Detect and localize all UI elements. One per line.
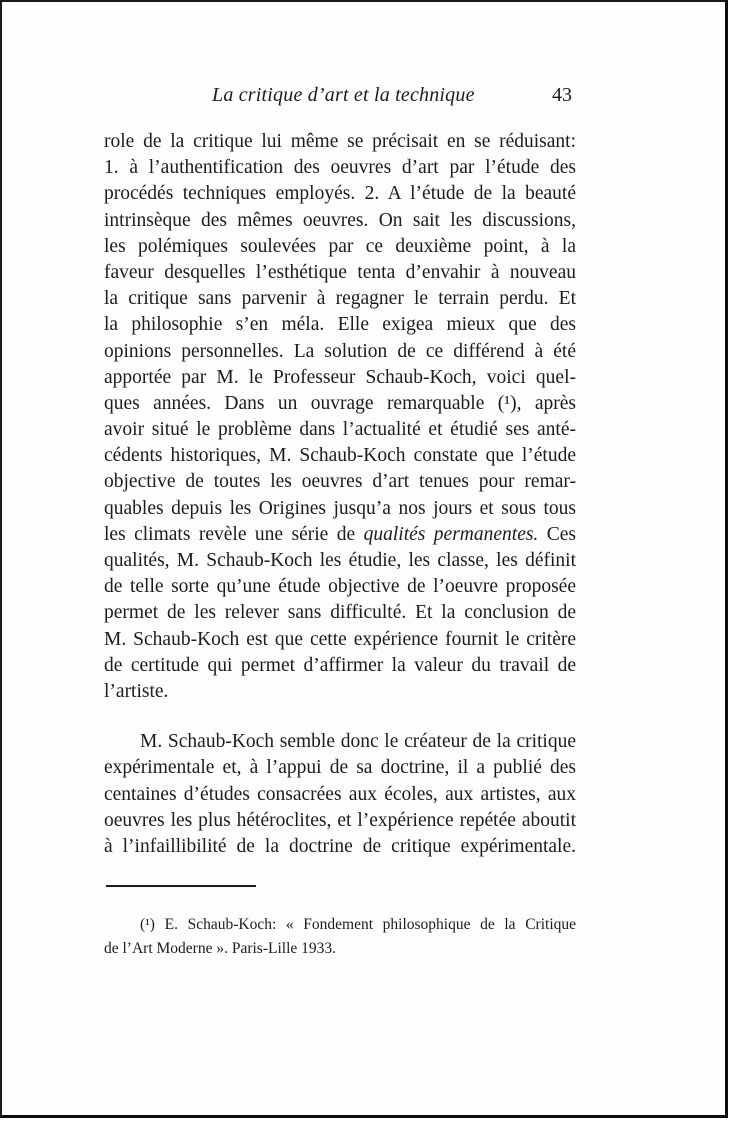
text-line: procédés techniques employés. 2. A l’étude de la beauté (104, 183, 576, 205)
text-line: faveur desquelles l’esthétique tenta d’envahir à nouveau (104, 261, 576, 283)
text-line-with-italic (104, 522, 576, 548)
text-line: apportée par M. le Professeur Schaub-Koch, voici quel- (104, 366, 576, 388)
text-segment: les climats revèle une série de (104, 523, 364, 545)
footnote-line: (¹) E. Schaub-Koch: « Fondement philosophique de la Critique (140, 916, 576, 933)
text-line: centaines d’études consacrées aux écoles, aux artistes, aux (104, 783, 576, 805)
paragraph-gap (104, 705, 576, 729)
text-line: opinions personnelles. La solution de ce différend à été (104, 340, 576, 362)
text-line: role de la critique lui même se précisait en se réduisant: (104, 131, 576, 152)
paragraph-1 (104, 129, 576, 705)
text-line: objective de toutes les oeuvres d’art tenues pour remar- (104, 471, 576, 493)
footnote-line: de l’Art Moderne ». Paris-Lille 1933. (104, 940, 337, 957)
text-line: à l’infaillibilité de la doctrine de critique expérimentale. (104, 835, 576, 857)
footnote-rule (106, 885, 256, 887)
text-line: expérimentale et, à l’appui de sa doctrine, il a publié des (104, 757, 576, 779)
paragraph-2 (104, 729, 576, 860)
italic-phrase: qualités permanentes. (363, 523, 539, 545)
text-line: 1. à l’authentification des oeuvres d’art par l’étude des (104, 157, 576, 179)
text-segment: Ces (538, 523, 576, 545)
text-line: oeuvres les plus hétéroclites, et l’expérience repétée aboutit (104, 809, 576, 831)
text-line: l’artiste. (104, 680, 169, 702)
text-line: ques années. Dans un ouvrage remarquable (¹), après (104, 392, 576, 414)
text-line: M. Schaub-Koch est que cette expérience fournit le critère (104, 628, 576, 650)
text-line: quables depuis les Origines jusqu’a nos jours et sous tous (104, 497, 576, 519)
body-text (104, 129, 576, 860)
text-line: de certitude qui permet d’affirmer la valeur du travail de (104, 654, 576, 676)
text-line: la philosophie s’en méla. Elle exigea mieux que des (104, 314, 576, 336)
text-line: de telle sorte qu’une étude objective de l’oeuvre proposée (104, 576, 576, 598)
text-line: intrinsèque des mêmes oeuvres. On sait les discussions, (104, 209, 576, 231)
text-line: qualités, M. Schaub-Koch les étudie, les classe, les définit (104, 550, 576, 571)
text-line: les polémiques soulevées par ce deuxième point, à la (104, 235, 576, 257)
text-line: la critique sans parvenir à regagner le terrain perdu. Et (104, 288, 576, 310)
page-number: 43 (552, 84, 572, 106)
running-head (2, 84, 725, 114)
text-line: cédents historiques, M. Schaub-Koch constate que l’étude (104, 445, 576, 467)
text-line: M. Schaub-Koch semble donc le créateur de la critique (140, 731, 576, 753)
footnote (104, 913, 576, 961)
text-line: avoir situé le problème dans l’actualité et étudié ses anté- (104, 419, 576, 441)
text-line: permet de les relever sans difficulté. Et la conclusion de (104, 602, 576, 624)
running-title: La critique d’art et la technique (212, 84, 475, 106)
